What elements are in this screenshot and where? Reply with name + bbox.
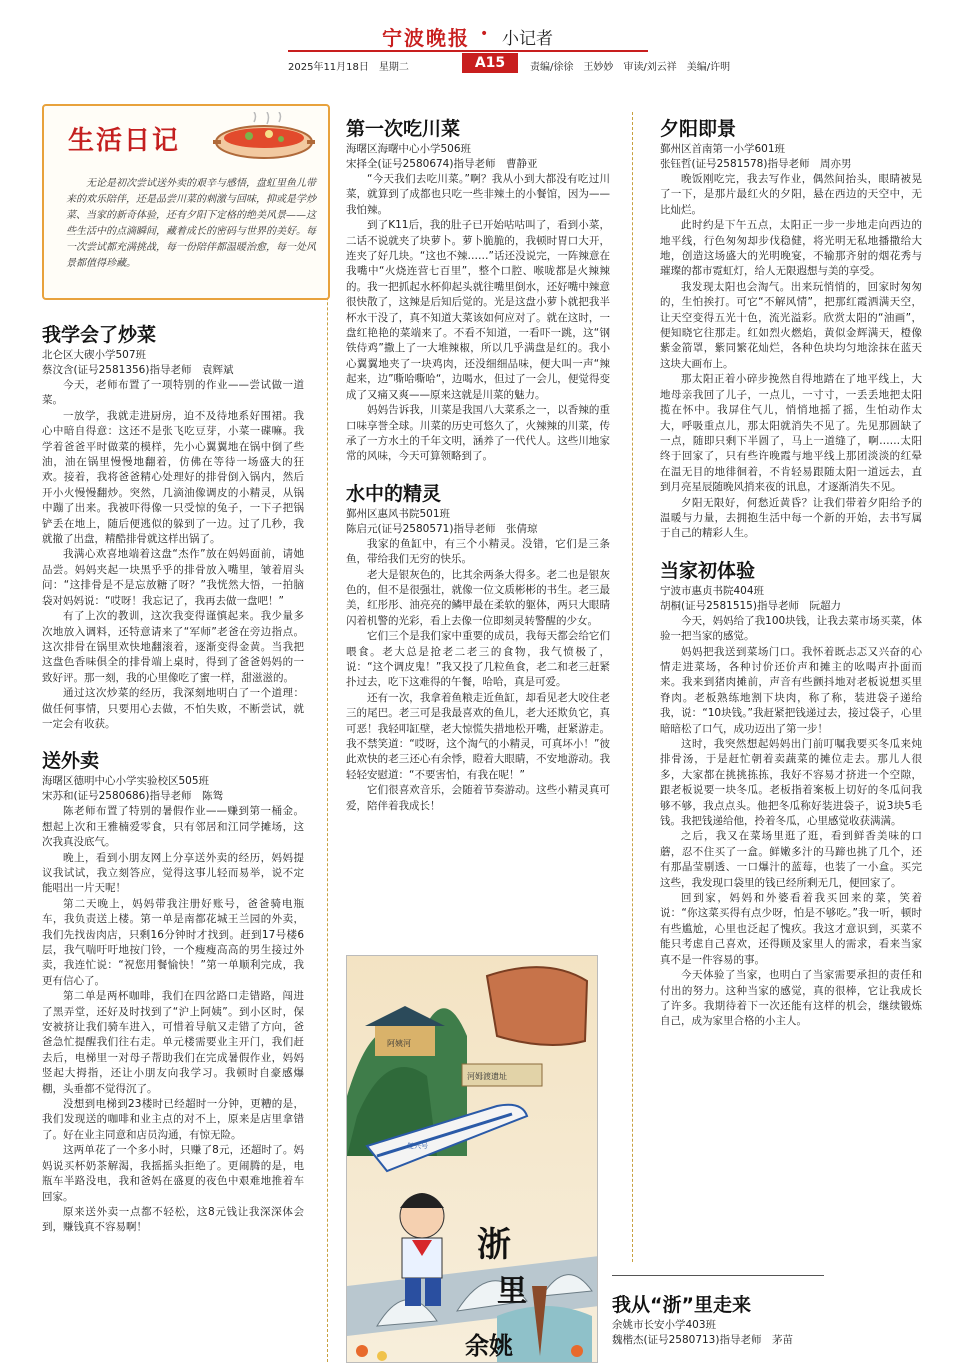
calligraphy-place: 余姚	[465, 1331, 513, 1360]
life-diary-title: 生活日记	[68, 126, 181, 156]
paragraph: 今天，妈妈给了我100块钱，让我去菜市场买菜，体验一把当家的感觉。	[660, 614, 922, 643]
column-right	[660, 112, 922, 1272]
article-body	[42, 378, 304, 732]
paragraph: 这时，我突然想起妈妈出门前叮嘱我要买冬瓜来炖排骨汤，于是赶忙朝着卖蔬菜的摊位走去。那儿人很多，大家都在挑挑拣拣，我好不容易才挤进一个空隙，跟老板说要一块冬瓜。老板指着案板上切好的冬瓜问我够不够，我点点头。他把冬瓜称好装进袋子，说3块5毛钱。我把钱递给他，拎着冬瓜，心里感觉收获满满。	[660, 738, 922, 828]
article-stir-fry	[42, 322, 304, 732]
article-separator	[612, 1275, 824, 1276]
paragraph: 我家的鱼缸中，有三个小精灵。没错，它们是三条鱼，带给我们无穷的快乐。	[346, 537, 610, 566]
article-title: 我学会了炒菜	[42, 324, 157, 346]
editor-credits: 责编/徐徐 王妙妙 审读/刘云祥 美编/许明	[530, 62, 731, 73]
paragraph: 我满心欢喜地端着这盘“杰作”放在妈妈面前，请她品尝。妈妈夹起一块黑乎乎的排骨放入嘴里，皱着眉头问：“这排骨是不是忘放糖了呀？”我恍然大悟，一拍脑袋对妈妈说：“哎呀！我忘记了，我再去做一盘吧！”	[42, 548, 304, 607]
sign-label: 河姆渡遗址	[467, 1072, 507, 1081]
paragraph: 此时约是下午五点，太阳正一步一步地走向西边的地平线，行色匆匆却步伐稳健，将光明无私地播撒给大地，创造这场盛大的光明晚宴，不输那齐射的烟花秀与璀璨的都市霓虹灯，给人无限遐想与美的享受。	[660, 219, 922, 278]
article-title: 送外卖	[42, 750, 100, 773]
column-middle	[346, 112, 610, 948]
paragraph: 还有一次，我拿着鱼粮走近鱼缸，却看见老大咬住老三的尾巴。老三可是我最喜欢的鱼儿，老大还欺负它，真可恶！我轻叩缸壁，老大惊慌失措地松开嘴，赶紧游走。我不禁笑道：“哎呀，这个淘气的小精灵，可真坏小！”彼此欢快的老三还心有余悸，瞪着大眼睛，不安地游动。我轻轻安慰道：“不要害怕，有我在呢！”	[346, 691, 610, 781]
paragraph: 之后，我又在菜场里逛了逛，看到鲜香美味的口蘑，忍不住买了一盒。鲜嫩多汁的马蹄也挑了几个，还有那晶莹剔透、一口爆汁的蓝莓，也装了一小盒。买完这些，我发现口袋里的钱已经所剩无几，便回家了。	[660, 830, 922, 889]
article-title: 水中的精灵	[346, 482, 442, 505]
paragraph: 一放学，我就走进厨房，迫不及待地系好围裙。我心中暗自得意：这还不是张飞吃豆芽，小菜一碟嘛。我学着爸爸平时做菜的模样，先小心翼翼地在锅中倒了些油，油在锅里慢慢地翻着，仿佛在等待一场盛大的狂欢。接着，我将爸爸精心处理好的排骨倒入锅内，然后开小火慢慢翻炒。突然，几滴油像调皮的小精灵，从锅中蹦了出来。我被吓得像一只受惊的兔子，一下子把锅铲丢在地上，随后便逃似的躲到了一边。过了几秒，我就撤了出盘，精酷排骨就这样出锅了。	[42, 409, 304, 546]
student-illustration	[346, 955, 598, 1363]
calligraphy-title: 浙	[477, 1225, 511, 1265]
article-delivery	[42, 748, 304, 1235]
paragraph: “今天我们去吃川菜。”啊？我从小到大都没有吃过川菜，就算到了成都也只吃一些非辣土的小餐馆，因为——我怕辣。	[346, 173, 610, 216]
paragraph: 陈老师布置了特别的暑假作业——赚到第一桶金。想起上次和王雅楠爱零食，只有邻居和江同学摊场，这次我真没底气。	[42, 805, 304, 849]
article-author: 蔡汶含(证号2581356)指导老师 袁辉斌	[42, 364, 234, 376]
article-school: 鄞州区首南第一小学601班	[660, 143, 786, 155]
train-label: 复兴号	[407, 1142, 428, 1150]
column-divider	[632, 112, 633, 1262]
life-diary-box	[42, 104, 330, 300]
paragraph: 妈妈告诉我，川菜是我国八大菜系之一，以香辣的重口味享誉全球。川菜的历史可悠久了，火辣辣的川菜，传承了一方水土的千年文明，涵养了一代代人。这些川地家常的风味，今天可算领略到了。	[346, 404, 610, 463]
article-author: 张钰哲(证号2581578)指导老师 周亦男	[660, 158, 852, 170]
article-school: 北仑区大碶小学507班	[42, 349, 147, 361]
paragraph: 它们三个是我们家中重要的成员，我每天都会给它们喂食。老大总是抢老二老三的食物，我气愤极了，说：“这个调皮鬼！”我又投了几粒鱼食，老二和老三赶紧扑过去，吃下这难得的午餐，哈哈，真是可爱。	[346, 630, 610, 689]
masthead	[0, 0, 956, 80]
article-school: 鄞州区惠风书院501班	[346, 507, 451, 520]
article-school: 海曙区德明中心小学实验校区505班	[42, 775, 210, 788]
masthead-rule	[288, 50, 648, 52]
article-housekeeping	[660, 558, 922, 1030]
paragraph: 晚饭刚吃完，我去写作业，偶然间抬头，眼睛被晃了一下，是那片最红火的夕阳，悬在西边的天空中，无比灿烂。	[660, 173, 922, 216]
paragraph: 第二天晚上，妈妈带我注册好账号，爸爸骑电瓶车，我负责送上楼。第一单是南都花城王兰园的外卖，我们先找齿肉店，只剩16分钟时才找到。赶到17号楼6层，我气喘吁吁地按门铃，一个瘦瘦高高的男生接过外卖，我连忙说：“祝您用餐愉快！”第一单顺利完成，我更有信心了。	[42, 897, 304, 987]
masthead-dot: •	[480, 26, 489, 42]
life-diary-text: 无论是初次尝试送外卖的艰辛与感悟，盘虹里鱼儿带来的欢乐陪伴，还是品尝川菜的刺激与回味，抑或是学炒菜、当家的新奇体验，还有夕阳下定格的绝美风景——这些生活中的点滴瞬间，藏着成长的密码与世界的美好。每一次尝试都充满挑战，每一份陪伴都温暖治愈，每一处风景都值得珍藏。	[66, 178, 316, 269]
hotpot-icon	[209, 112, 319, 164]
article-water-spirits	[346, 481, 610, 814]
paragraph: 这两单花了一个多小时，只赚了8元，还超时了。妈妈说买杯奶茶解渴，我摇摇头拒绝了。更闹腾的是，电瓶车半路没电，我和爸妈在盛夏的夜色中艰难地推着车回家。	[42, 1144, 304, 1203]
column-left	[42, 318, 304, 1363]
paragraph: 没想到电梯到23楼时已经超时一分钟，更糟的是，我们发现送的咖啡和业主点的对不上，原来是店里拿错了。好在业主同意和店员沟通，有惊无险。	[42, 1098, 304, 1141]
paragraph: 老大是银灰色的，比其余两条大得多。老二也是银灰色的，但不是很强壮，就像一位文质彬彬的书生。老三最美，红彤彤、油亮亮的鳞甲最在柔软的躯体，两只大眼睛闪着机警的光彩，看上去像一位即刻灵转警醒的少女。	[346, 568, 610, 627]
paragraph: 那太阳正着小碎步挽然自得地踏在了地平线上，大地母亲我回了儿子，一点儿，一寸寸，一丢丢地把太阳揽在怀中。我屏住气儿，悄悄地摇了摇，生怕动作太大，呼吸重点儿，那太阳就消失不见了。先见那圆缺了一点，随即只剩下半圆了，马上一道缝了，啊……太阳终于回家了，只有些许晚霞与地平线上那团淡淡的红晕在温无目的地徘徊着，不肯轻易跟随太阳一道远去，直到月亮星辰随晚风捎来夜的讯息，才逐渐消失不见。	[660, 373, 922, 494]
calligraphy-title: 里	[497, 1274, 527, 1309]
article-author: 宋苏和(证号2580686)指导老师 陈鸳	[42, 790, 223, 803]
paragraph: 妈妈把我送到菜场门口。我怀着既忐忑又兴奋的心情走进菜场，各种讨价还价声和摊主的吆喝声扑面而来。我来到猪肉摊前，声音有些颤抖地对老板说想买里脊肉。老板熟练地割下块肉，称了称，装进袋子递给我，说：“10块钱。”我赶紧把钱递过去，接过袋子，心里暗暗松了口气，成功迈出了第一步！	[660, 645, 922, 735]
article-title: 我从“浙”里走来	[612, 1294, 751, 1316]
article-title: 第一次吃川菜	[346, 118, 461, 140]
issue-date: 2025年11月18日 星期二	[288, 62, 409, 73]
paragraph: 晚上，看到小朋友网上分享送外卖的经历，妈妈提议我试试，我立刻答应，觉得这事儿轻而易举，说不定能唱出一片天呢！	[42, 851, 304, 895]
article-body	[42, 804, 304, 1235]
paragraph: 回到家，妈妈和外婆看着我买回来的菜，笑着说：“你这菜买得有点少呀，怕是不够吃。”我一听，顿时有些尴尬，心里也泛起了愧疚。我这才意识到，买菜不能只考虑自己喜欢，还得顾及家里人的需求，看来当家真不是一件容易的事。	[660, 892, 922, 966]
article-author: 陈启元(证号2580571)指导老师 张倩琼	[346, 522, 538, 535]
paragraph: 有了上次的教训，这次我变得谨慎起来。我少量多次地放入调料，还特意请来了“军师”老爸在旁边指点。这次排骨在锅里欢快地翻滚着，逐渐变得金黄。当我把这盘色香味俱全的排骨端上桌时，得到了爸爸妈妈的一致好评。那一刻，我的心里像吃了蜜一样，甜滋滋的。	[42, 610, 304, 684]
article-author: 宋择全(证号2580674)指导老师 曹静亚	[346, 158, 538, 170]
paragraph: 我发现太阳也会淘气。出来玩悄悄的，回家时匆匆的，生怕挨打。可它“不解风情”，把那红霞洒满天空，让天空变得五光十色，流光溢彩。欣赏太阳的“油画”，便知晓它往那走。红如烈火燃焰，黄似金辉满天，橙像紫金箭罩，紫同繁花灿烂，各种色块均匀地涂抹在蓝天这块大画布上。	[660, 280, 922, 370]
paragraph: 原来送外卖一点都不轻松，这8元钱让我深深体会到，赚钱真不容易啊！	[42, 1205, 304, 1234]
article-from-zhe	[612, 1288, 932, 1368]
paragraph: 通过这次炒菜的经历，我深刻地明白了一个道理：做任何事情，只要用心去做，不怕失败，不断尝试，就一定会有收获。	[42, 687, 304, 730]
article-body	[346, 537, 610, 814]
article-sunset	[660, 116, 922, 542]
page-number: A15	[462, 53, 518, 73]
paragraph: 第二单是两杯咖啡，我们在四岔路口走错路，闯进了黑弄堂，还好及时找到了“沪上阿姨”。到小区时，保安被挤让我们骑车进入，可惜着导航又走错了方向，爸爸急忙提醒我们往右走。单元楼需要业主开门，我们赶去后，电梯里一对母子帮助我们在完成暑假作业，妈妈竖起大拇指，还让小朋友向我学习。我顿时自豪感爆棚，头垂都不觉得沉了。	[42, 990, 304, 1095]
article-title: 夕阳即景	[660, 118, 737, 140]
newspaper-logo: 宁波晚报	[382, 26, 470, 50]
illustration-drawing	[347, 956, 598, 1363]
paragraph: 夕阳无限好，何愁近黄昏？让我们带着夕阳给予的温暖与力量，去拥抱生活中每一个新的开始，去书写属于自己的精彩人生。	[660, 496, 922, 540]
article-sichuan-food	[346, 116, 610, 465]
article-author: 魏楷杰(证号2580713)指导老师 茅苗	[612, 1334, 793, 1346]
paragraph: 它们很喜欢音乐，会随着节奏游动。这些小精灵真可爱，陪伴着我成长！	[346, 784, 610, 812]
article-school: 宁波市惠贞书院404班	[660, 584, 765, 597]
paragraph: 到了K11后，我的肚子已开始咕咕叫了，看到小菜，二话不说就夹了块萝卜。萝卜脆脆的，我顿时胃口大开，连夹了好几块。“这也不辣……”话还没说完，一阵辣意在我嘴中“火烧连营七百里”，整个口腔、喉咙都是火辣辣的。我一把抓起水杯仰起头就往嘴里倒水，还好嘴中辣意很快散了，这辣是后知后觉的。光是这盘小萝卜就把我半杯水干没了，真不知道大菜该如何应对了。就在这时，一盘红艳艳的菜端来了。不看不知道，一看吓一跳，这“钢铁侍鸡”撒上了一大堆辣椒，所以几乎满盘是红的。我小心翼翼地夹了一块鸡肉，还没细细品味，便大叫一声“辣起来，边”嘶哈嘶哈“，边喝水，但过了一会儿，便觉得变成了又痛又爽——原来这就是川菜的魅力。	[346, 219, 610, 401]
article-title: 当家初体验	[660, 559, 756, 582]
paragraph: 今天，老师布置了一项特别的作业——尝试做一道菜。	[42, 379, 304, 407]
paragraph: 今天体验了当家，也明白了当家需要承担的责任和付出的努力。这种当家的感觉，真的很棒，它让我成长了许多。我期待着下一次还能有这样的机会，继续锻炼自己，成为家里合格的小主人。	[660, 969, 922, 1028]
article-body	[660, 614, 922, 1030]
sign-label: 阿姨河	[387, 1039, 411, 1048]
article-body	[660, 172, 922, 542]
article-school: 海曙区海曙中心小学506班	[346, 143, 472, 155]
section-name: 小记者	[502, 29, 553, 49]
article-body	[346, 172, 610, 465]
article-school: 余姚市长安小学403班	[612, 1319, 717, 1331]
article-author: 胡桐(证号2581515)指导老师 阮超力	[660, 599, 841, 612]
